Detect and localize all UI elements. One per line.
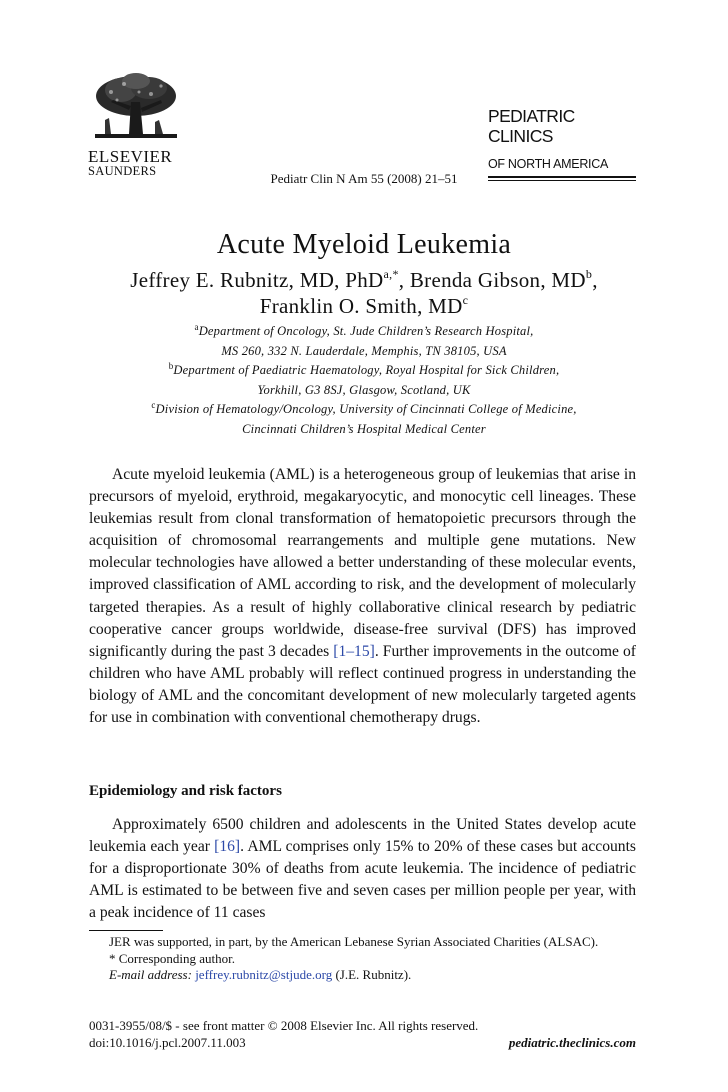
affiliation-superscript: c <box>151 400 156 410</box>
journal-citation <box>0 171 728 187</box>
section-body <box>89 814 636 924</box>
publisher-imprint: SAUNDERS <box>88 164 157 178</box>
affiliation-text: Department of Paediatric Haematology, Royal Hospital for Sick Children, <box>173 363 560 377</box>
email-footnote <box>89 967 636 984</box>
doi[interactable]: doi:10.1016/j.pcl.2007.11.003 <box>89 1034 246 1050</box>
elsevier-tree-icon <box>91 72 181 146</box>
publisher-name: ELSEVIER <box>88 147 173 166</box>
affiliation-superscript: a <box>194 322 199 332</box>
affiliation-line <box>0 400 728 420</box>
corresponding-footnote: * Corresponding author. <box>109 950 236 966</box>
author-name: Brenda Gibson, MD <box>409 268 586 292</box>
support-footnote: JER was supported, in part, by the American Lebanese Syrian Associated Charities (ALSAC). <box>109 934 599 949</box>
email-label: E-mail address: <box>109 967 192 982</box>
section-paragraph <box>89 814 636 924</box>
author-superscript: b <box>585 267 593 281</box>
copyright-block <box>89 1018 636 1051</box>
article-title: Acute Myeloid Leukemia <box>216 229 512 260</box>
affiliation-text: Department of Oncology, St. Jude Children’s Research Hospital, <box>198 324 534 338</box>
copyright-line: 0031-3955/08/$ - see front matter © 2008 Elsevier Inc. All rights reserved. <box>89 1018 479 1033</box>
affiliation-line <box>0 322 728 342</box>
section-text: . AML comprises only 15% to 20% of these cases but accounts for a disproportionate 30% of deaths from acute leukemia. The incidence of pediatric AML is estimated to be between five and seven cases per million people per year, with a peak incidence of 11 cases <box>89 838 636 922</box>
abstract <box>89 464 636 729</box>
section-heading: Epidemiology and risk factors <box>89 783 282 799</box>
email-link[interactable]: jeffrey.rubnitz@stjude.org <box>195 967 333 982</box>
elsevier-logo <box>88 72 183 178</box>
affiliation-line: MS 260, 332 N. Lauderdale, Memphis, TN 38105, USA <box>221 343 507 358</box>
author-list <box>0 267 728 319</box>
journal-brand-line2: OF NORTH AMERICA <box>488 157 608 171</box>
author-superscript: c <box>462 293 469 307</box>
author-line-2 <box>0 293 728 319</box>
author-name: Jeffrey E. Rubnitz, MD, PhD <box>130 268 384 292</box>
footnotes <box>89 934 636 984</box>
citation-text: Pediatr Clin N Am 55 (2008) 21–51 <box>270 171 458 186</box>
author-separator: , <box>398 268 410 292</box>
reference-link[interactable]: [16] <box>214 838 241 856</box>
abstract-paragraph <box>89 464 636 729</box>
affiliations <box>0 322 728 439</box>
journal-brand-line1: PEDIATRIC CLINICS <box>488 106 575 146</box>
email-suffix: (J.E. Rubnitz). <box>332 967 412 982</box>
affiliation-line: Cincinnati Children’s Hospital Medical Center <box>242 421 486 436</box>
section-text: Approximately 6500 children and adolescents in the United States develop acute leukemia each year <box>89 816 636 856</box>
affiliation-line: Yorkhill, G3 8SJ, Glasgow, Scotland, UK <box>257 382 471 397</box>
affiliation-text: Division of Hematology/Oncology, University of Cincinnati College of Medicine, <box>155 402 577 416</box>
abstract-text: Acute myeloid leukemia (AML) is a heterogeneous group of leukemias that arise in precursors of myeloid, erythroid, megakaryocytic, and monocytic cell lineages. These leukemias result from clonal transformation of hematopoietic precursors through the acquisition of chromosomal rearrangements and multiple gene mutations. New molecular technologies have allowed a better understanding of these molecular events, improved classification of AML according to risk, and the development of molecularly targeted therapies. As a result of highly collaborative clinical research by pediatric cooperative cancer groups worldwide, disease-free survival (DFS) has improved significantly during the past 3 decades <box>89 466 636 660</box>
abstract-text: . Further improvements in the outcome of children who have AML probably will reflect continued progress in understanding the biology of AML and the concomitant development of new molecularly targeted agents for use in combination with conventional chemotherapy drugs. <box>89 642 637 727</box>
affiliation-line <box>0 361 728 381</box>
author-name: Franklin O. Smith, MD <box>259 294 463 318</box>
author-separator: , <box>592 268 598 292</box>
journal-brand <box>488 106 638 172</box>
doi-line <box>89 1035 636 1052</box>
footnote-divider <box>89 930 163 931</box>
author-superscript: a,* <box>383 267 399 281</box>
journal-website[interactable]: pediatric.theclinics.com <box>508 1034 636 1050</box>
author-line-1 <box>0 267 728 293</box>
reference-link[interactable]: [1–15] <box>333 642 375 660</box>
affiliation-superscript: b <box>168 361 174 371</box>
